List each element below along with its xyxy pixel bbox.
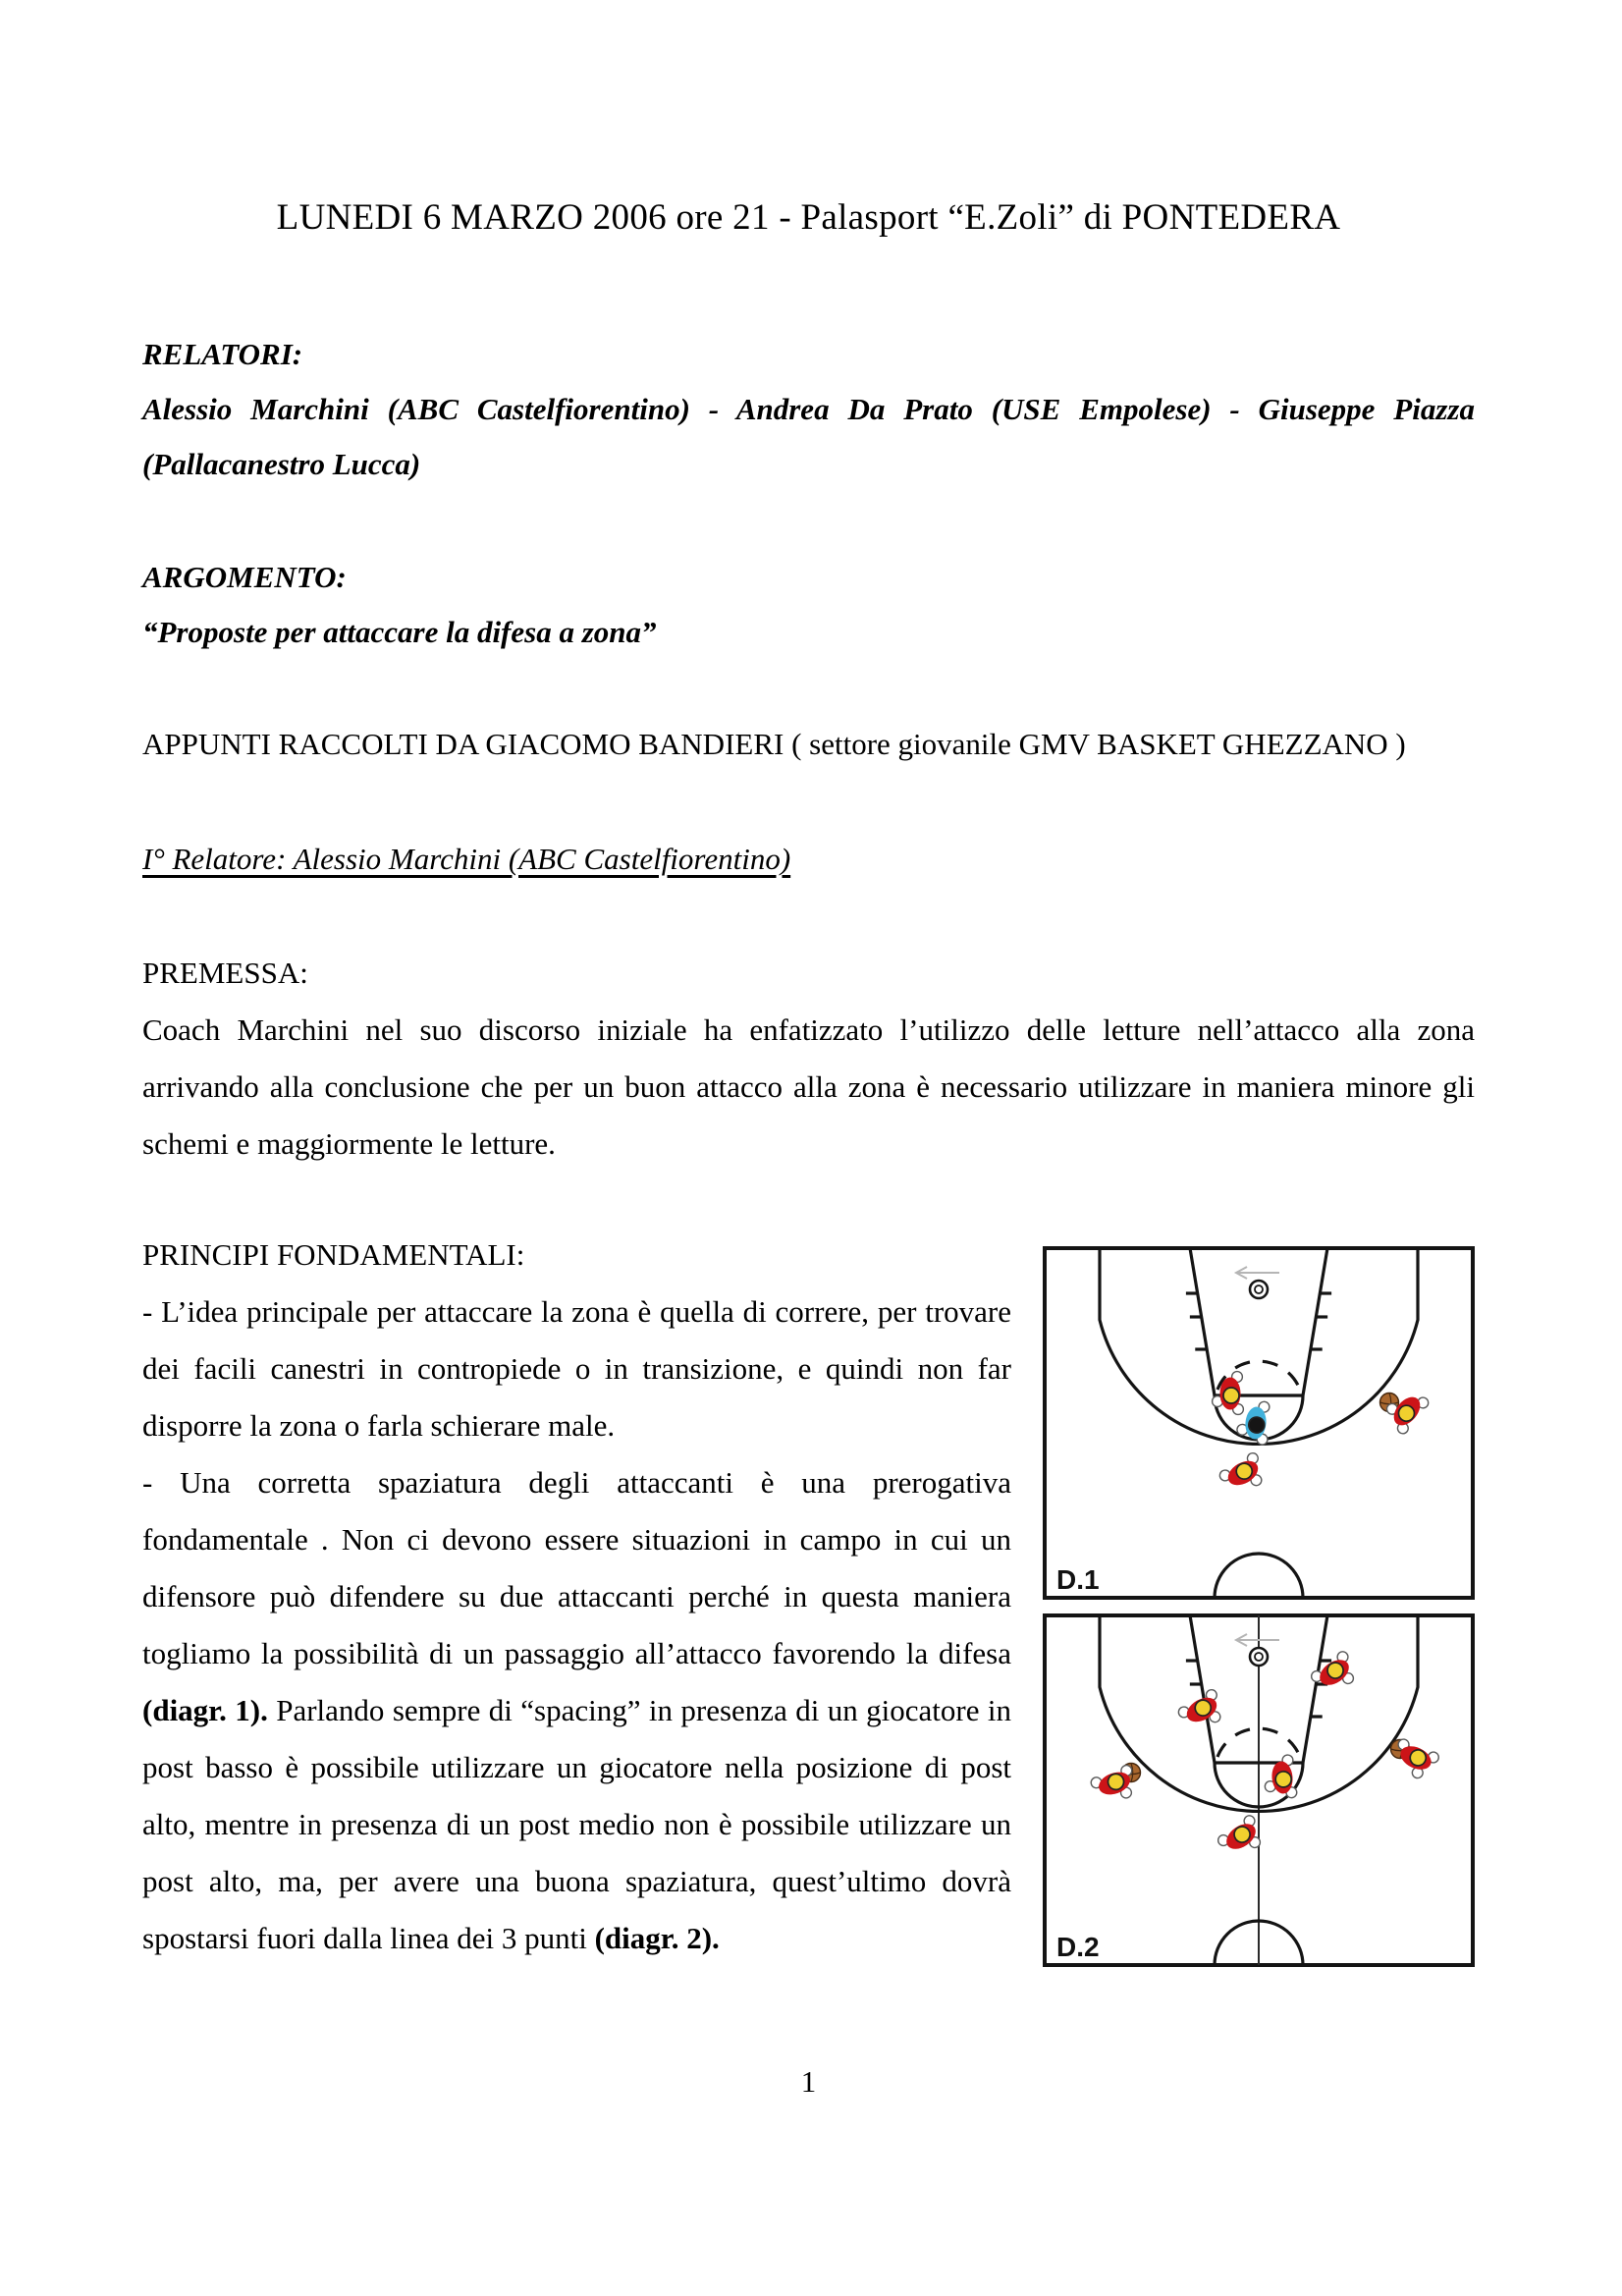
argomento-heading: ARGOMENTO: bbox=[142, 560, 347, 594]
diagram-2-reference: (diagr. 2). bbox=[594, 1921, 720, 1955]
svg-text:D.2: D.2 bbox=[1056, 1932, 1100, 1962]
appunti-line: APPUNTI RACCOLTI DA GIACOMO BANDIERI ( settore giovanile GMV BASKET GHEZZANO ) bbox=[142, 727, 1406, 761]
two-column-area bbox=[142, 1227, 1475, 1967]
principi-heading: PRINCIPI FONDAMENTALI: bbox=[142, 1237, 525, 1272]
principi-bullet-1: - L’idea principale per attaccare la zona è quella di correre, per trovare dei facili canestri in contropiede o in transizione, e quindi non far disporre la zona o farla schierare male. bbox=[142, 1294, 1011, 1443]
half-court-d1 bbox=[1043, 1246, 1475, 1600]
svg-text:D.1: D.1 bbox=[1056, 1564, 1100, 1595]
diagram-1-reference: (diagr. 1). bbox=[142, 1693, 268, 1727]
diagram-column bbox=[1043, 1246, 1475, 1967]
relatori-body: Alessio Marchini (ABC Castelfiorentino) - Andrea Da Prato (USE Empolese) - Giuseppe Piazza (Pallacanestro Lucca) bbox=[142, 392, 1475, 481]
bullet2-text-2: Parlando sempre di “spacing” in presenza di un giocatore in post basso è possibile utilizzare un giocatore nella posizione di post alto, mentre in presenza di un post medio non è possibile utilizzare un post alto, ma, per avere una buona spaziatura, quest’ultimo dovrà spostarsi fuori dalla linea dei 3 punti bbox=[142, 1693, 1011, 1955]
court-diagram-d2 bbox=[1043, 1613, 1475, 1967]
premessa-heading: PREMESSA: bbox=[142, 956, 308, 990]
section-relatori bbox=[142, 327, 1475, 492]
argomento-body: “Proposte per attaccare la difesa a zona” bbox=[142, 615, 657, 649]
relatori-heading: RELATORI: bbox=[142, 337, 303, 371]
premessa-body: Coach Marchini nel suo discorso iniziale ha enfatizzato l’utilizzo delle letture nell’attacco alla zona arrivando alla conclusione che per un buon attacco alla zona è necessario utilizzare in maniera minore gli schemi e maggiormente le letture. bbox=[142, 1012, 1475, 1161]
bullet2-text-1: - Una corretta spaziatura degli attaccanti è una prerogativa fondamentale . Non ci devono essere situazioni in campo in cui un difensore può difendere su due attaccanti perché in questa maniera togliamo la possibilità di un passaggio all’attacco favorendo la difesa bbox=[142, 1465, 1011, 1670]
page-number: 1 bbox=[800, 2064, 817, 2099]
principi-text-column bbox=[142, 1227, 1011, 1967]
principi-bullet-2 bbox=[142, 1454, 1011, 1967]
section-premessa bbox=[142, 945, 1475, 1173]
relatore-heading: I° Relatore: Alessio Marchini (ABC Castelfiorentino) bbox=[142, 842, 791, 876]
page-title: LUNEDI 6 MARZO 2006 ore 21 - Palasport “E.Zoli” di PONTEDERA bbox=[276, 197, 1341, 238]
court-diagram-d1 bbox=[1043, 1246, 1475, 1600]
section-argomento bbox=[142, 550, 1475, 660]
half-court-d2 bbox=[1043, 1613, 1475, 1967]
